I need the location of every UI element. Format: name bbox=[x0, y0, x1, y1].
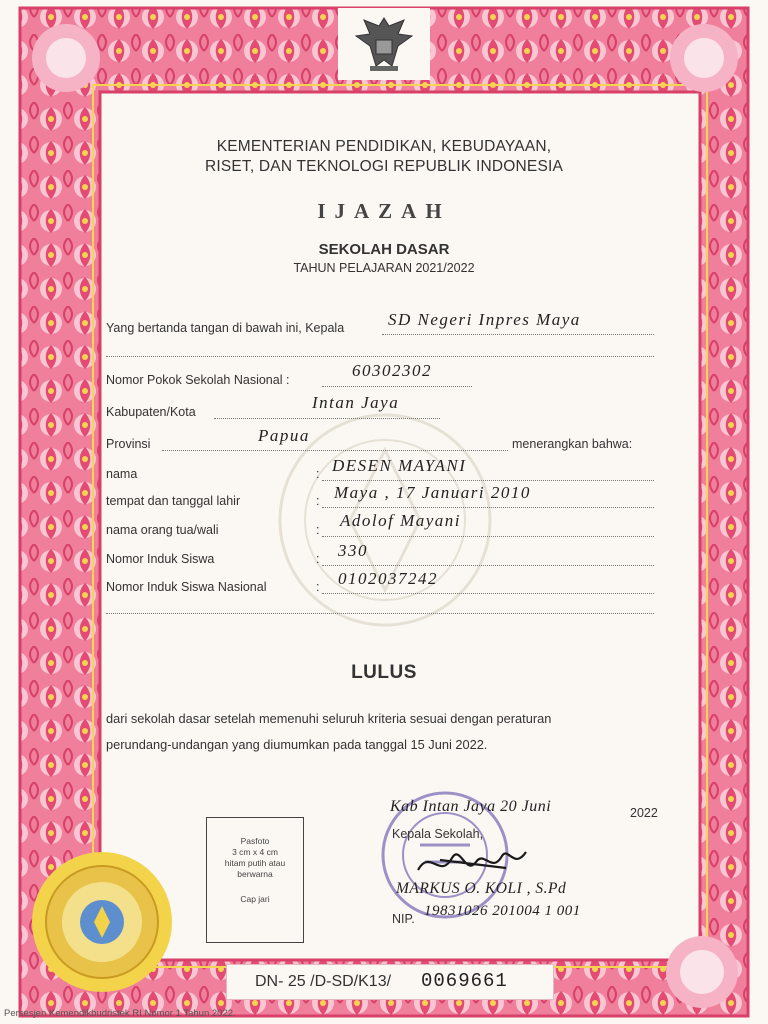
dotted-line bbox=[322, 480, 654, 481]
dotted-line bbox=[322, 536, 654, 537]
corner-rosette-br bbox=[666, 936, 738, 1008]
photo-line-2: 3 cm x 4 cm bbox=[232, 847, 278, 857]
dotted-line bbox=[322, 593, 654, 594]
result-line-2: perundang-undangan yang diumumkan pada tanggal 15 Juni 2022. bbox=[106, 737, 488, 752]
nis-value: 330 bbox=[338, 541, 368, 560]
nip-label: NIP. bbox=[392, 912, 415, 926]
nisn-label: Nomor Induk Siswa Nasional bbox=[106, 580, 267, 594]
colon: : bbox=[316, 552, 320, 566]
ministry-line-1: KEMENTERIAN PENDIDIKAN, KEBUDAYAAN, bbox=[216, 138, 552, 155]
footer-note: Persesjen Kemendikbudristek RI Nomor 1 Tahun 2022. bbox=[4, 1008, 236, 1019]
serial-box bbox=[226, 964, 554, 1000]
dotted-line bbox=[106, 613, 654, 614]
nip-value: 19831026 201004 1 001 bbox=[424, 903, 581, 919]
photo-line-3: hitam putih atau bbox=[224, 858, 286, 868]
dotted-line bbox=[322, 386, 472, 387]
photo-line-1: Pasfoto bbox=[240, 836, 270, 846]
colon: : bbox=[316, 580, 320, 594]
signing-place-date: Kab Intan Jaya 20 Juni bbox=[390, 798, 552, 815]
dotted-line bbox=[322, 565, 654, 566]
birth-value: Maya , 17 Januari 2010 bbox=[334, 483, 531, 502]
ministry-line-2: RISET, DAN TEKNOLOGI REPUBLIK INDONESIA bbox=[204, 158, 564, 175]
photo-line-4: berwarna bbox=[237, 869, 273, 879]
name-value: DESEN MAYANI bbox=[332, 456, 467, 475]
parent-label: nama orang tua/wali bbox=[106, 523, 219, 537]
fingerprint-label: Cap jari bbox=[240, 894, 270, 904]
school-level: SEKOLAH DASAR bbox=[318, 241, 450, 258]
serial-number: 0069661 bbox=[421, 970, 508, 992]
certificate-title: IJAZAH bbox=[317, 199, 451, 223]
npsn-label: Nomor Pokok Sekolah Nasional : bbox=[106, 373, 290, 387]
academic-year: TAHUN PELAJARAN 2021/2022 bbox=[293, 261, 475, 275]
photo-box bbox=[206, 817, 304, 943]
dotted-line bbox=[162, 450, 508, 451]
principal-label: Yang bertanda tangan di bawah ini, Kepala bbox=[106, 321, 345, 335]
nis-label: Nomor Induk Siswa bbox=[106, 552, 215, 566]
graduation-status: LULUS bbox=[351, 662, 417, 683]
corner-rosette-tl bbox=[32, 24, 100, 92]
regency-value: Intan Jaya bbox=[312, 393, 400, 412]
signing-year: 2022 bbox=[630, 806, 658, 820]
principal-value: SD Negeri Inpres Maya bbox=[388, 310, 581, 329]
gold-seal bbox=[32, 852, 172, 992]
dotted-line bbox=[214, 418, 440, 419]
garuda-emblem bbox=[338, 8, 430, 80]
dotted-line bbox=[106, 356, 654, 357]
serial-prefix: DN- 25 /D-SD/K13/ bbox=[255, 973, 392, 990]
signer-name: MARKUS O. KOLI , S.Pd bbox=[396, 880, 567, 897]
regency-label: Kabupaten/Kota bbox=[106, 405, 196, 419]
province-label: Provinsi bbox=[106, 437, 151, 451]
birth-label: tempat dan tanggal lahir bbox=[106, 494, 241, 508]
name-label: nama bbox=[106, 467, 138, 481]
signer-role: Kepala Sekolah, bbox=[392, 827, 484, 841]
corner-rosette-tr bbox=[670, 24, 738, 92]
npsn-value: 60302302 bbox=[352, 361, 432, 380]
result-line-1: dari sekolah dasar setelah memenuhi seluruh kriteria sesuai dengan peraturan bbox=[106, 711, 552, 726]
dotted-line bbox=[382, 334, 654, 335]
colon: : bbox=[316, 467, 320, 481]
parent-value: Adolof Mayani bbox=[340, 511, 462, 530]
province-value: Papua bbox=[258, 426, 310, 445]
nisn-value: 0102037242 bbox=[338, 569, 438, 588]
colon: : bbox=[316, 523, 320, 537]
certifies-label: menerangkan bahwa: bbox=[512, 437, 633, 451]
colon: : bbox=[316, 494, 320, 508]
dotted-line bbox=[322, 507, 654, 508]
